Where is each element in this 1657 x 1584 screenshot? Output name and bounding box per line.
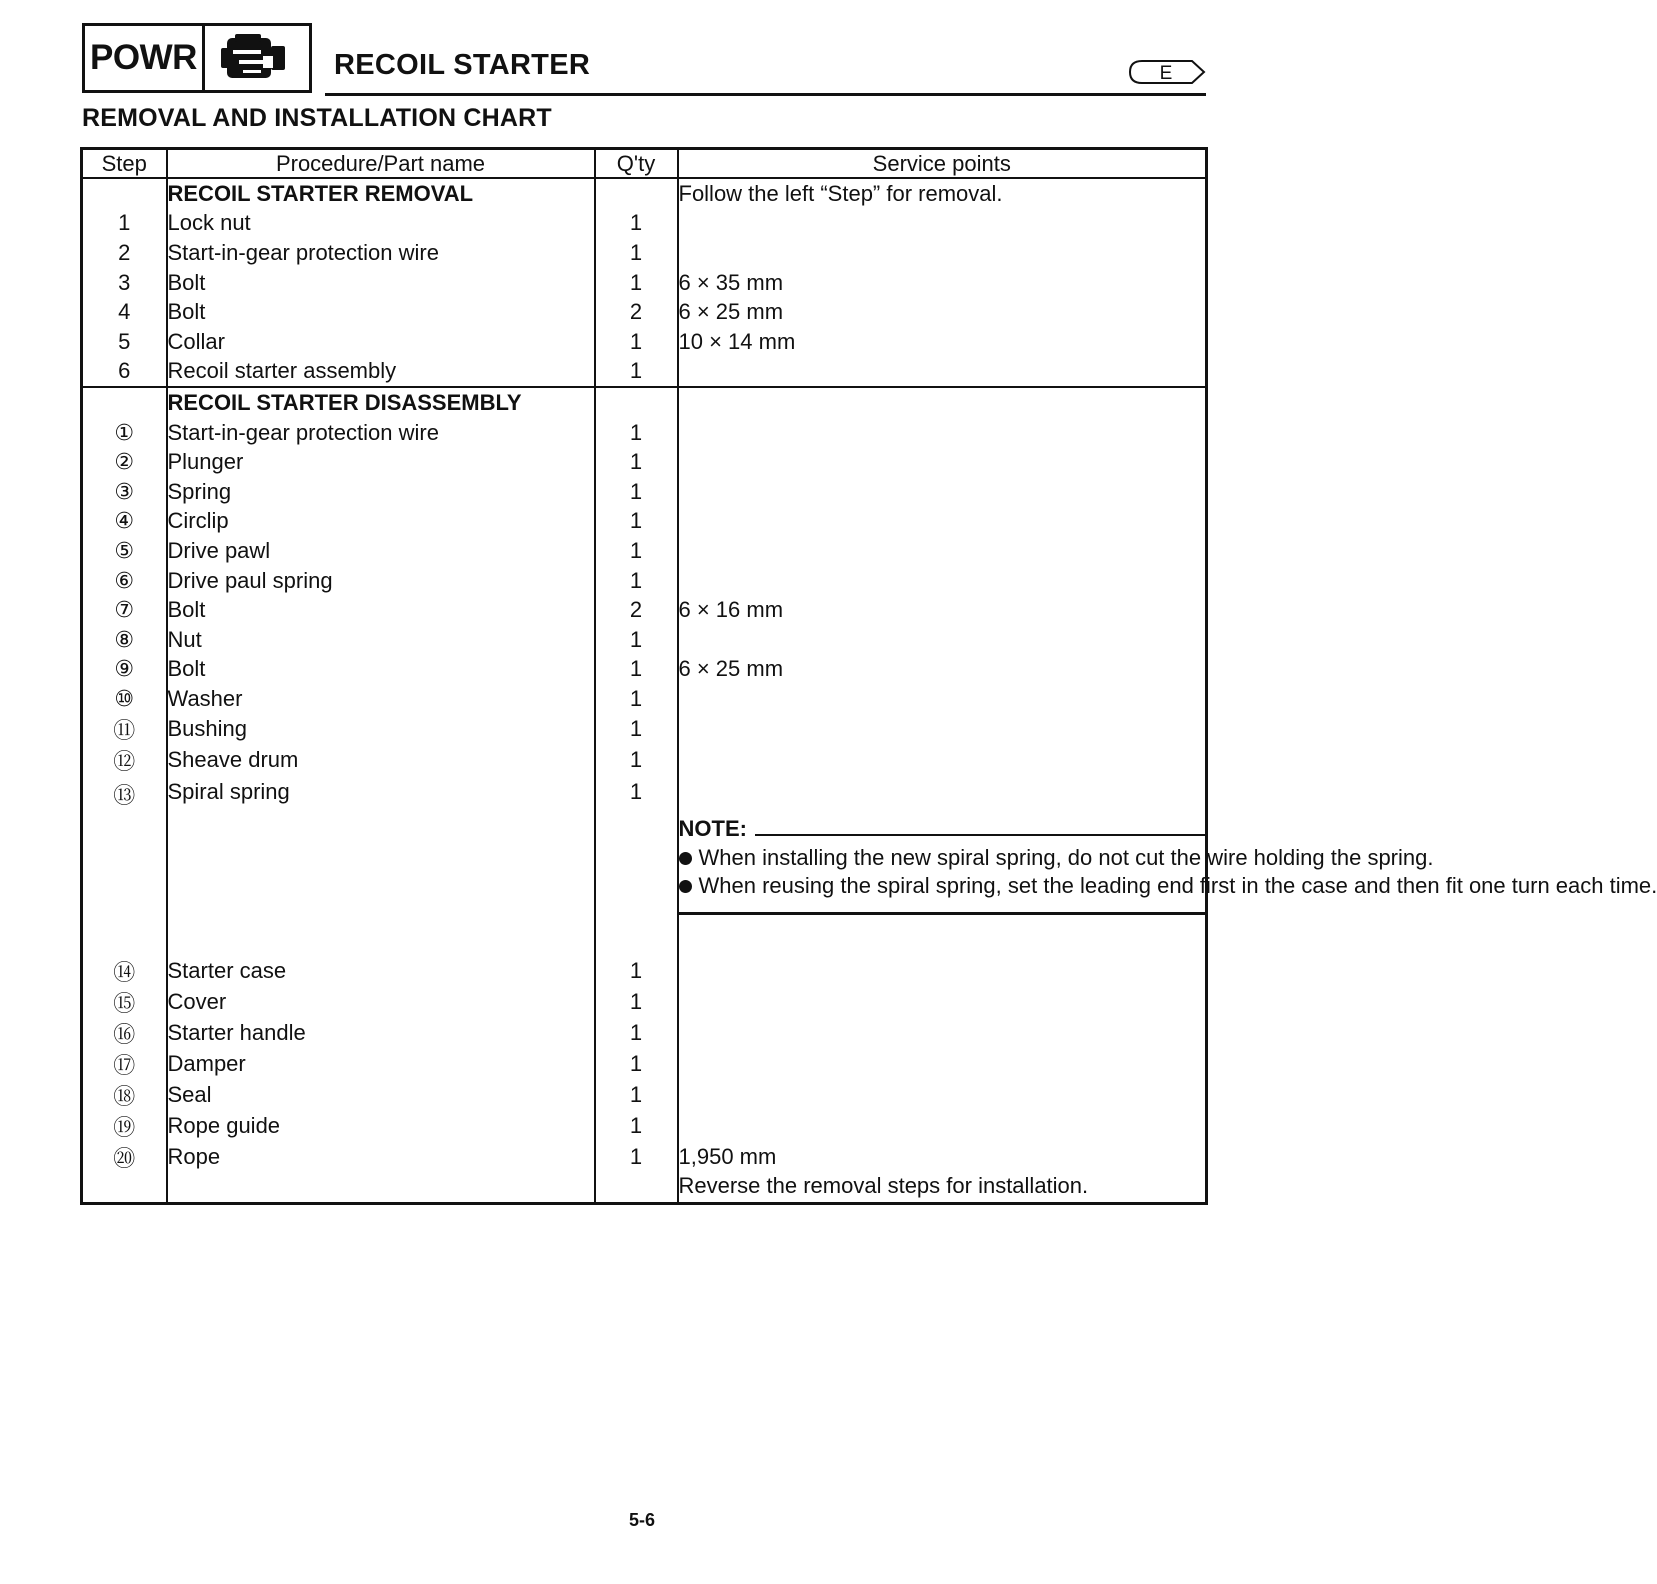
- note-bottom-rule: [679, 912, 1206, 915]
- part-name: Rope: [167, 1142, 595, 1173]
- service-point: [678, 987, 1207, 1018]
- part-name: Bolt: [167, 297, 595, 327]
- table-row: [82, 745, 1207, 776]
- service-point: [678, 507, 1207, 537]
- part-qty: 1: [595, 268, 678, 298]
- spiral-spring-row: [82, 776, 1207, 956]
- part-name: Seal: [167, 1080, 595, 1111]
- step-number: ⑬: [82, 776, 167, 956]
- step-number: ⑲: [82, 1111, 167, 1142]
- section-title: RECOIL STARTER: [334, 49, 591, 81]
- table-row: [82, 507, 1207, 537]
- part-qty: 1: [595, 507, 678, 537]
- service-point: [678, 357, 1207, 388]
- service-point: [678, 1111, 1207, 1142]
- service-point: 6 × 25 mm: [678, 297, 1207, 327]
- section-badge: [82, 23, 312, 93]
- part-qty: 1: [595, 566, 678, 596]
- disassembly-heading-row: [82, 387, 1207, 418]
- removal-installation-table: [80, 147, 1657, 1205]
- step-number: ⑤: [82, 536, 167, 566]
- step-number: ⑮: [82, 987, 167, 1018]
- step-number: ④: [82, 507, 167, 537]
- part-name: Starter case: [167, 956, 595, 987]
- table-row: [82, 566, 1207, 596]
- part-qty: 1: [595, 477, 678, 507]
- service-point: [678, 536, 1207, 566]
- bullet-icon: [679, 880, 692, 893]
- part-qty: 1: [595, 987, 678, 1018]
- note-item: [679, 844, 1434, 872]
- part-name: Washer: [167, 684, 595, 714]
- step-number: ⑧: [82, 625, 167, 655]
- table-cell: [167, 1173, 595, 1204]
- table-row: [82, 447, 1207, 477]
- table-row: [82, 209, 1207, 239]
- part-name: Start-in-gear protection wire: [167, 418, 595, 448]
- part-qty: 1: [595, 238, 678, 268]
- table-row: [82, 684, 1207, 714]
- service-point: 6 × 35 mm: [678, 268, 1207, 298]
- part-name: Spiral spring: [167, 776, 595, 956]
- step-number: ⑨: [82, 655, 167, 685]
- part-qty: 2: [595, 297, 678, 327]
- table-row: [82, 327, 1207, 357]
- step-number: ⑩: [82, 684, 167, 714]
- table-cell: [595, 387, 678, 418]
- step-number: ②: [82, 447, 167, 477]
- service-point: [678, 745, 1207, 776]
- step-number: ⑳: [82, 1142, 167, 1173]
- removal-instruction: Follow the left “Step” for removal.: [678, 178, 1207, 209]
- note-label: NOTE:: [678, 816, 747, 842]
- service-point: [678, 1049, 1207, 1080]
- removal-group: [82, 178, 1207, 387]
- table-row: [82, 1142, 1207, 1173]
- step-number: ⑥: [82, 566, 167, 596]
- service-point: [678, 625, 1207, 655]
- part-name: Start-in-gear protection wire: [167, 238, 595, 268]
- col-service-header: Service points: [678, 149, 1207, 179]
- part-name: Rope guide: [167, 1111, 595, 1142]
- part-qty: 1: [595, 776, 678, 956]
- removal-heading-row: [82, 178, 1207, 209]
- part-name: Sheave drum: [167, 745, 595, 776]
- part-name: Drive paul spring: [167, 566, 595, 596]
- step-number: 2: [82, 238, 167, 268]
- table-cell: [82, 387, 167, 418]
- table-cell: [82, 1173, 167, 1204]
- removal-heading: RECOIL STARTER REMOVAL: [167, 178, 595, 209]
- part-name: Circlip: [167, 507, 595, 537]
- bullet-icon: [679, 852, 692, 865]
- step-number: ⑯: [82, 1018, 167, 1049]
- part-name: Bolt: [167, 655, 595, 685]
- table-row: [82, 1080, 1207, 1111]
- service-point: [678, 418, 1207, 448]
- step-number: ⑰: [82, 1049, 167, 1080]
- col-qty-header: Q'ty: [595, 149, 678, 179]
- part-name: Bushing: [167, 714, 595, 745]
- service-point: 10 × 14 mm: [678, 327, 1207, 357]
- part-qty: 1: [595, 447, 678, 477]
- part-qty: 1: [595, 684, 678, 714]
- header-rule: [325, 93, 1206, 96]
- part-name: Recoil starter assembly: [167, 357, 595, 388]
- disassembly-heading: RECOIL STARTER DISASSEMBLY: [167, 387, 595, 418]
- step-number: ⑱: [82, 1080, 167, 1111]
- table-cell: [678, 387, 1207, 418]
- part-qty: 1: [595, 536, 678, 566]
- service-point: 6 × 25 mm: [678, 655, 1207, 685]
- part-qty: 1: [595, 655, 678, 685]
- part-name: Nut: [167, 625, 595, 655]
- note-header: [679, 816, 1206, 842]
- part-qty: 1: [595, 209, 678, 239]
- part-qty: 1: [595, 357, 678, 388]
- step-number: 4: [82, 297, 167, 327]
- table-row: [82, 1049, 1207, 1080]
- part-qty: 1: [595, 625, 678, 655]
- table-row: [82, 595, 1207, 625]
- note-item: [679, 872, 1657, 900]
- part-name: Cover: [167, 987, 595, 1018]
- table-cell: [595, 1173, 678, 1204]
- note-list: [679, 844, 1657, 900]
- part-qty: 1: [595, 1080, 678, 1111]
- language-badge-text: E: [1159, 63, 1173, 84]
- service-point: 6 × 16 mm: [678, 595, 1207, 625]
- table-cell: [595, 178, 678, 209]
- table-cell: [82, 178, 167, 209]
- part-qty: 1: [595, 418, 678, 448]
- col-procedure-header: Procedure/Part name: [167, 149, 595, 179]
- page-header: [82, 23, 1206, 97]
- table-row: [82, 1111, 1207, 1142]
- part-qty: 1: [595, 745, 678, 776]
- service-point: [678, 714, 1207, 745]
- table-row: [82, 477, 1207, 507]
- part-qty: 1: [595, 1111, 678, 1142]
- table-row: [82, 268, 1207, 298]
- table-row: [82, 987, 1207, 1018]
- step-number: ⑪: [82, 714, 167, 745]
- closing-row: [82, 1173, 1207, 1204]
- part-name: Plunger: [167, 447, 595, 477]
- engine-icon: [205, 26, 309, 90]
- note-item-text: When reusing the spiral spring, set the leading end first in the case and then fit one turn each time.: [698, 873, 1657, 899]
- step-number: ③: [82, 477, 167, 507]
- chart-title: REMOVAL AND INSTALLATION CHART: [82, 104, 552, 132]
- part-qty: 1: [595, 1142, 678, 1173]
- section-code: POWR: [85, 26, 205, 90]
- installation-instruction: Reverse the removal steps for installation.: [678, 1173, 1207, 1204]
- table-row: [82, 1018, 1207, 1049]
- language-badge: [1128, 59, 1206, 85]
- part-name: Damper: [167, 1049, 595, 1080]
- part-qty: 1: [595, 1049, 678, 1080]
- service-point: [678, 1080, 1207, 1111]
- note-box: [678, 776, 1657, 956]
- service-point: [678, 956, 1207, 987]
- part-qty: 1: [595, 327, 678, 357]
- note-item-text: When installing the new spiral spring, do not cut the wire holding the spring.: [698, 845, 1434, 871]
- table-row: [82, 238, 1207, 268]
- part-qty: 1: [595, 1018, 678, 1049]
- step-number: 5: [82, 327, 167, 357]
- part-name: Bolt: [167, 268, 595, 298]
- service-point: [678, 566, 1207, 596]
- step-number: 6: [82, 357, 167, 388]
- part-name: Collar: [167, 327, 595, 357]
- table-row: [82, 714, 1207, 745]
- part-name: Lock nut: [167, 209, 595, 239]
- step-number: 1: [82, 209, 167, 239]
- part-name: Starter handle: [167, 1018, 595, 1049]
- part-name: Spring: [167, 477, 595, 507]
- table-row: [82, 357, 1207, 388]
- table-row: [82, 536, 1207, 566]
- service-point: [678, 684, 1207, 714]
- part-name: Bolt: [167, 595, 595, 625]
- step-number: 3: [82, 268, 167, 298]
- step-number: ⑭: [82, 956, 167, 987]
- table-row: [82, 956, 1207, 987]
- step-number: ①: [82, 418, 167, 448]
- table-row: [82, 655, 1207, 685]
- part-qty: 2: [595, 595, 678, 625]
- service-point: [678, 447, 1207, 477]
- service-point: [678, 1018, 1207, 1049]
- part-qty: 1: [595, 956, 678, 987]
- service-point: [678, 238, 1207, 268]
- disassembly-group: [82, 387, 1657, 1204]
- step-number: ⑦: [82, 595, 167, 625]
- table-header-row: [82, 149, 1207, 179]
- part-qty: 1: [595, 714, 678, 745]
- table-row: [82, 297, 1207, 327]
- page-number: 5-6: [628, 1510, 655, 1530]
- service-point: 1,950 mm: [678, 1142, 1207, 1173]
- col-step-header: Step: [82, 149, 167, 179]
- step-number: ⑫: [82, 745, 167, 776]
- table-row: [82, 625, 1207, 655]
- note-top-rule: [755, 834, 1205, 836]
- service-point: [678, 477, 1207, 507]
- part-name: Drive pawl: [167, 536, 595, 566]
- service-point: [678, 209, 1207, 239]
- table-row: [82, 418, 1207, 448]
